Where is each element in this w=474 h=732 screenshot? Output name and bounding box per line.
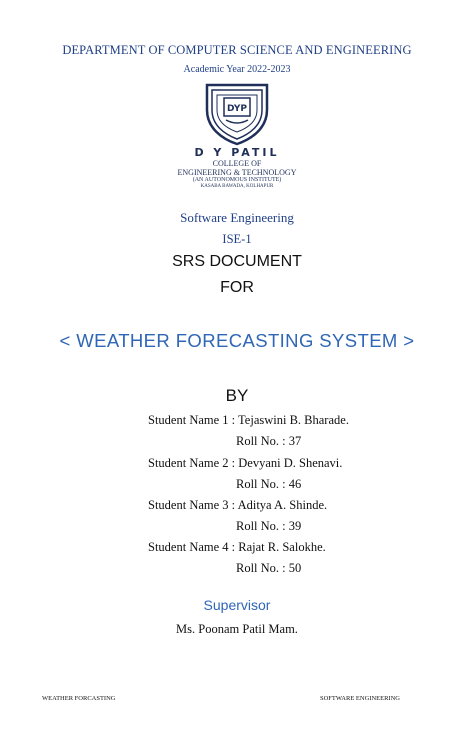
student-2-roll: Roll No. : 46 bbox=[236, 477, 302, 491]
student-3-roll: Roll No. : 39 bbox=[236, 519, 302, 533]
shield-emblem-icon bbox=[204, 82, 270, 146]
subject-name: Software Engineering bbox=[180, 210, 294, 225]
footer-left: WEATHER FORCASTING bbox=[42, 695, 116, 702]
department-heading: DEPARTMENT OF COMPUTER SCIENCE AND ENGINEERING bbox=[62, 43, 412, 57]
college-name-line3: (AN AUTONOMOUS INSTITUTE) bbox=[192, 177, 282, 183]
emblem-text: DYP bbox=[227, 104, 247, 114]
for-label: FOR bbox=[220, 279, 254, 296]
project-title: < WEATHER FORECASTING SYSTEM > bbox=[59, 330, 415, 351]
college-logo bbox=[0, 80, 474, 202]
academic-year: Academic Year 2022-2023 bbox=[183, 64, 291, 75]
supervisor-name: Ms. Poonam Patil Mam. bbox=[176, 622, 298, 636]
student-2-name: Student Name 2 : Devyani D. Shenavi. bbox=[148, 456, 343, 470]
by-label: BY bbox=[225, 386, 249, 405]
student-1-roll: Roll No. : 37 bbox=[236, 434, 302, 448]
supervisor-label: Supervisor bbox=[203, 597, 271, 613]
college-name-line4: KASABA BAWADA, KOLHAPUR bbox=[200, 184, 274, 189]
college-name-line2: ENGINEERING & TECHNOLOGY bbox=[177, 168, 297, 177]
college-name-main: D Y PATIL bbox=[194, 146, 280, 159]
college-name-block bbox=[167, 146, 307, 190]
exam-label: ISE-1 bbox=[222, 232, 252, 246]
footer-right: SOFTWARE ENGINEERING bbox=[320, 695, 400, 702]
student-4-name: Student Name 4 : Rajat R. Salokhe. bbox=[148, 540, 326, 554]
document-type: SRS DOCUMENT bbox=[172, 253, 302, 270]
student-3-name: Student Name 3 : Aditya A. Shinde. bbox=[148, 498, 328, 512]
student-4-roll: Roll No. : 50 bbox=[236, 561, 302, 575]
college-name-line1: COLLEGE OF bbox=[212, 159, 262, 168]
student-1-name: Student Name 1 : Tejaswini B. Bharade. bbox=[148, 413, 349, 427]
